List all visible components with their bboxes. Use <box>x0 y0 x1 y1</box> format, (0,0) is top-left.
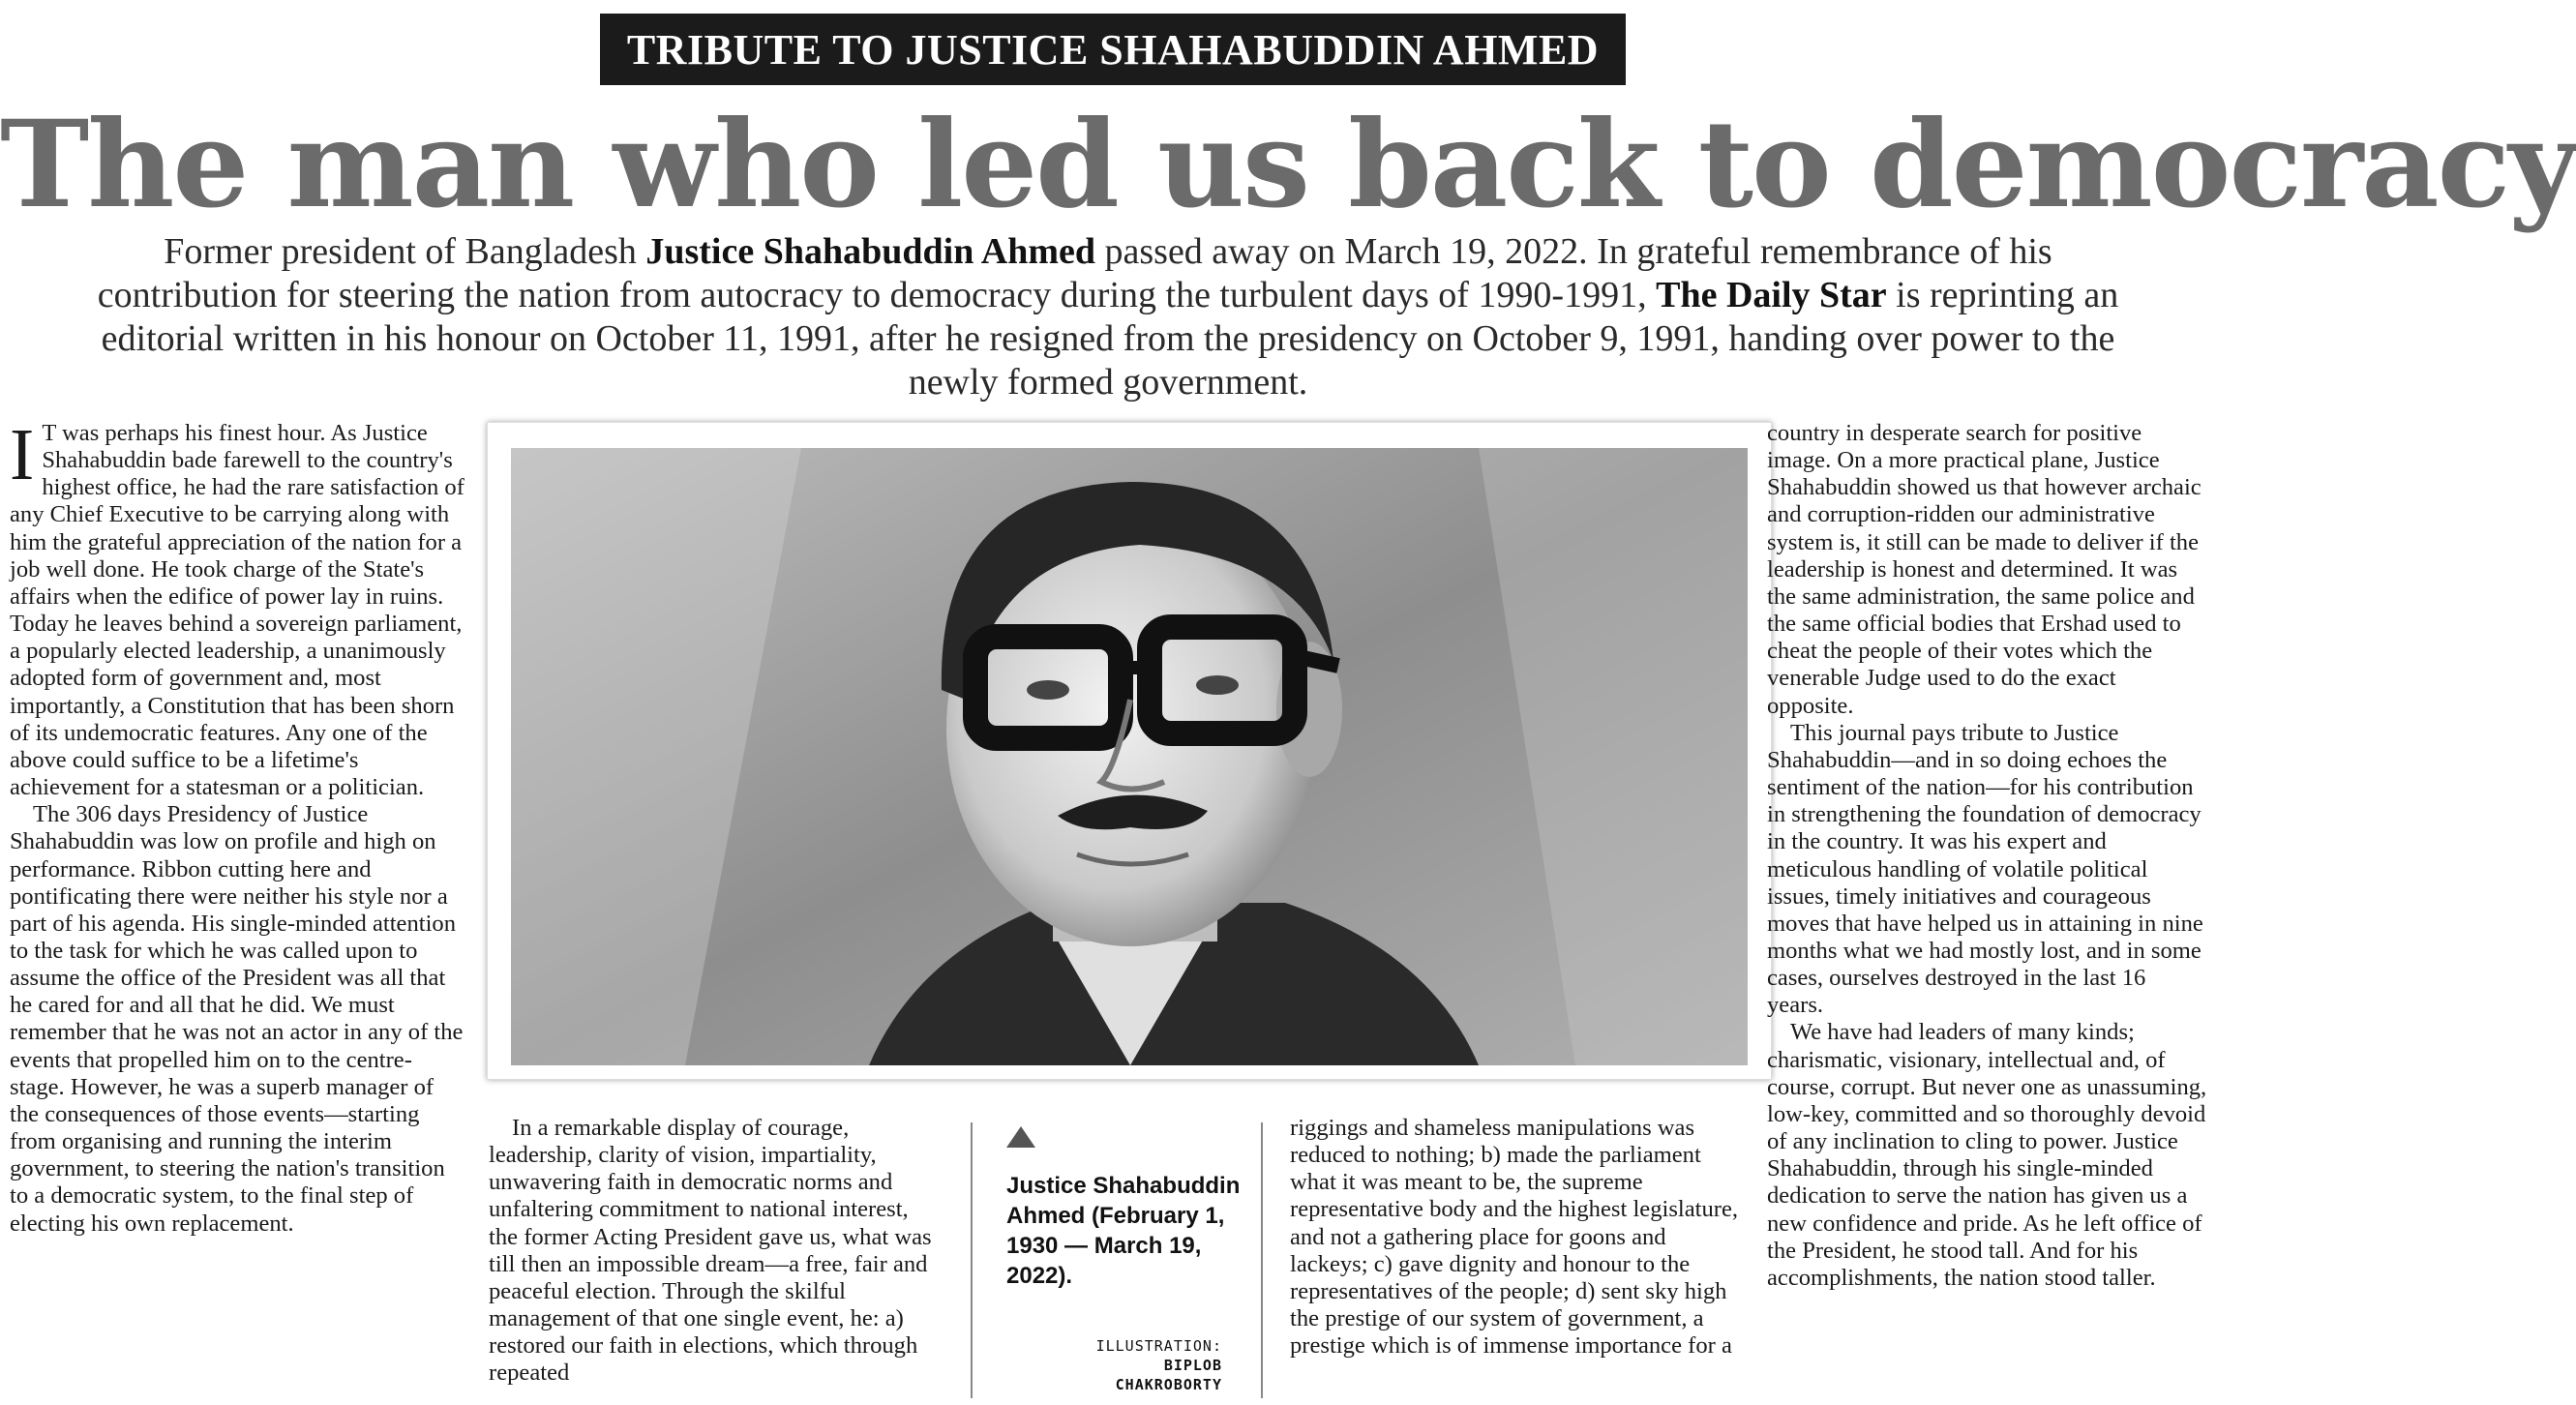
paragraph: country in desperate search for positive image. On a more practical plane, Justice Shahabuddin showed us that however archaic and corruption-ridden our administrative system is, it still can be made to deliver if the leadership is honest and determined. It was the same administration, the same police and the same official bodies that Ershad used to cheat the people of their votes which the venerable Judge used to do the exact opposite. <box>1767 420 2202 719</box>
paragraph: The 306 days Presidency of Justice Shahabuddin was low on profile and high on performance. Ribbon cutting here and pontificating there were neither his style nor a part of his agenda. His single-minded attention to the task for which he was called upon to assume the office of the President was all that he cared for and all that he did. We must remember that he was not an actor in any of the events that propelled him on to the centre-stage. However, he was a superb manager of the consequences of those events—starting from organising and running the interim government, to steering the nation's transition to a democratic system, to the final step of electing his own replacement. <box>10 801 464 1237</box>
column-divider <box>971 1122 973 1398</box>
standfirst-publication: The Daily Star <box>1656 275 1887 315</box>
illustration-frame <box>487 422 1772 1080</box>
portrait-drawing <box>511 448 1748 1065</box>
paragraph: This journal pays tribute to Justice Shahabuddin—and in so doing echoes the sentiment of the nation—for his contribution in strengthening the foundation of democracy in the country. It was his expert and meticulous handling of volatile political issues, timely initiatives and courageous moves that have helped us in attaining in nine months what we had mostly lost, and in some cases, ourselves destroyed in the last 16 years. <box>1767 719 2203 1019</box>
headline: The man who led us back to democracy <box>0 95 2576 235</box>
drop-cap: I <box>10 414 35 495</box>
standfirst-text: is reprinting an editorial written in his honour on October 11, 1991, after he resigned from the presidency on October 9, 1991, handing over power to the newly formed government. <box>101 275 2119 403</box>
standfirst-text: passed away on March 19, 2022. In grateful remembrance of his contribution for steering the nation from autocracy to democracy during the turbulent days of 1990-1991, <box>97 231 2052 315</box>
article-column-3 <box>1290 1115 1745 1360</box>
illustration-credit <box>1045 1336 1222 1394</box>
article-column-4 <box>1767 420 2207 1292</box>
photo-caption: Justice Shahabuddin Ahmed (February 1, 1930 — March 19, 2022). <box>1006 1173 1241 1289</box>
credit-name: BIPLOB <box>1163 1357 1222 1374</box>
article-column-2 <box>489 1115 934 1388</box>
article-column-1 <box>10 414 464 1238</box>
credit-label: ILLUSTRATION: <box>1095 1337 1222 1355</box>
paragraph: riggings and shameless manipulations was reduced to nothing; b) made the parliament what it was meant to be, the supreme representative body and the highest legislature, and not a gathering place for goons and lackeys; c) gave dignity and honour to the representatives of the people; d) sent sky high the prestige of our system of government, a prestige which is of immense importance for a <box>1290 1115 1739 1360</box>
triangle-up-icon <box>1006 1126 1035 1148</box>
section-kicker <box>600 14 1626 85</box>
column-divider <box>1261 1122 1263 1398</box>
paragraph <box>10 414 464 801</box>
standfirst <box>97 230 2119 404</box>
paragraph-text: T was perhaps his finest hour. As Justice Shahabuddin bade farewell to the country's highest office, he had the rare satisfaction of any Chief Executive to be carrying along with him the grateful appreciation of the nation for a job well done. He took charge of the State's affairs when the edifice of power lay in ruins. Today he leaves behind a sovereign parliament, a popularly elected leadership, a unanimously adopted form of government and, most importantly, a Constitution that has been shorn of its undemocratic features. Any one of the above could suffice to be a lifetime's achievement for a statesman or a politician. <box>10 420 464 801</box>
paragraph: We have had leaders of many kinds; charismatic, visionary, intellectual and, of course, corrupt. But never one as unassuming, low-key, committed and so thoroughly devoid of any inclination to cling to power. Justice Shahabuddin, through his single-minded dedication to serve the nation has given us a new confidence and pride. As he left office of the President, he stood tall. And for his accomplishments, the nation stood taller. <box>1767 1019 2207 1291</box>
credit-name: CHAKROBORTY <box>1115 1376 1222 1393</box>
standfirst-name: Justice Shahabuddin Ahmed <box>645 231 1095 272</box>
portrait-illustration <box>511 448 1748 1065</box>
kicker-text: TRIBUTE TO JUSTICE SHAHABUDDIN AHMED <box>626 25 1600 74</box>
standfirst-text: Former president of Bangladesh <box>164 231 646 272</box>
paragraph: In a remarkable display of courage, leadership, clarity of vision, impartiality, unwavering faith in democratic norms and unfaltering commitment to national interest, the former Acting President gave us, what was till then an impossible dream—a free, fair and peaceful election. Through the skilful management of that one single event, he: a) restored our faith in elections, which through repeated <box>489 1115 932 1387</box>
